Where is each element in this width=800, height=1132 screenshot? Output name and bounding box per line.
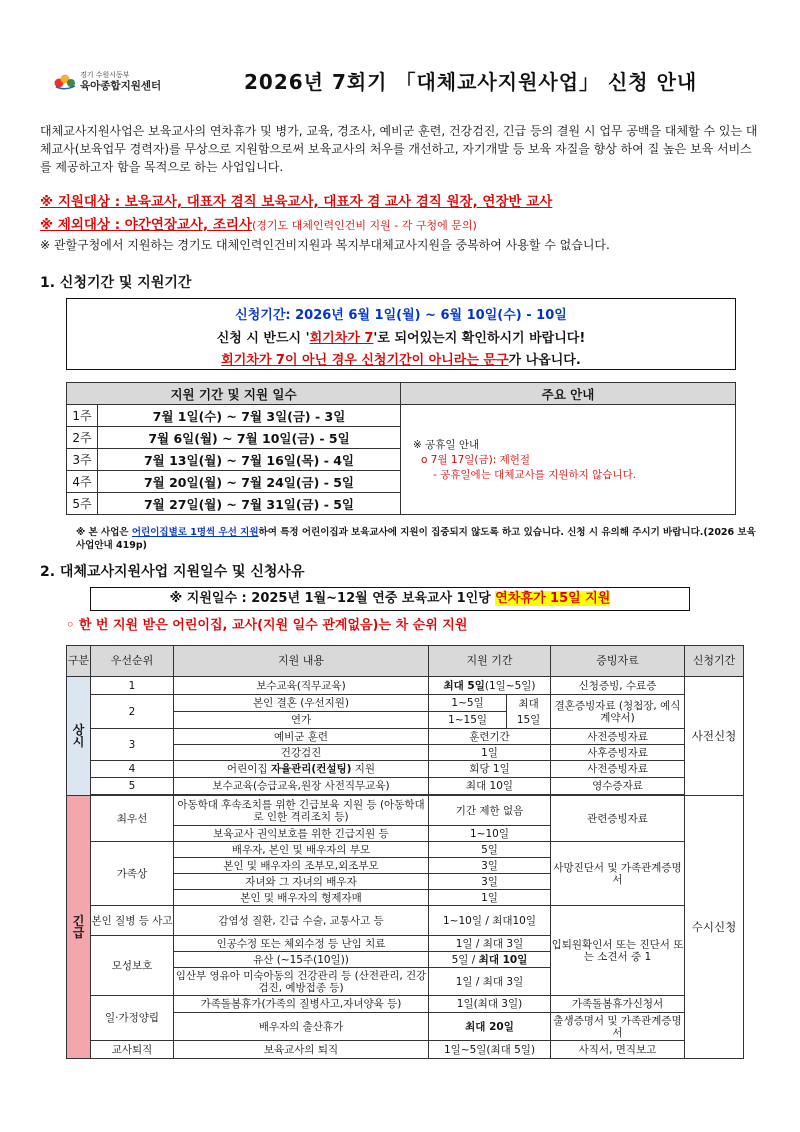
page-title: 2026년 7회기 「대체교사지원사업」 신청 안내 [244,70,698,94]
content: 인공수정 또는 체외수정 등 난임 치료 [174,936,429,952]
table-row [67,796,744,826]
week-period: 7월 13일(월) ~ 7월 16일(목) - 4일 [98,449,401,471]
period-bold: 최대 5일 [443,679,485,692]
period [429,695,551,729]
period: 1일(최대 3일) [429,996,551,1013]
table-row [67,695,744,729]
period: 1일 [429,745,551,761]
priority-footnote [76,526,756,552]
period: 1일 [429,890,551,906]
content: 보육교사의 퇴직 [174,1041,429,1059]
logo-line1: 경기 수원시동부 [80,71,130,79]
round-warning-tail: 가 나옵니다. [508,353,581,368]
support-days-highlight: 연차휴가 15일 지원 [495,591,611,606]
rank: 교사퇴직 [91,1041,174,1059]
content-b: 연가 [290,714,312,726]
round-check-red: 회기차가 7 [309,331,374,346]
intro-paragraph: 대체교사지원사업은 보육교사의 연차휴가 및 병가, 교육, 경조사, 예비군 훈련, 건강검진, 긴급 등의 결원 시 업무 공백을 대체할 수 있는 대체교사(보육업무 경력자)를 무상으로 지원함으로써 보육교사의 처우를 개선하고, 자기개발 등 보육 자질을 향상 하여 질 높은 보육 서비스를 제공하고자 함을 목적으로 하는 사업입니다. [40,124,758,174]
exclusion-sub: (경기도 대체인력인건비 지원 - 각 구청에 문의) [251,219,477,232]
docs: 관련증빙자료 [551,796,685,842]
content: 배우자, 본인 및 배우자의 부모 [174,842,429,858]
period: 회당 1일 [429,761,551,778]
period: 3일 [429,858,551,874]
docs: 입퇴원확인서 또는 진단서 또는 소견서 중 1 [551,906,685,996]
round-check-notice [67,327,735,346]
period: 기간 제한 없음 [429,796,551,826]
holiday-item: o 7월 17일(금): 제헌절 [421,454,531,466]
table-header-period: 지원 기간 및 지원 일수 [67,383,401,405]
content-a: 본인 결혼 (우선지원) [174,695,428,712]
content: 임산부 영유아 미숙아동의 건강관리 등 (산전관리, 건강검진, 예방접종 등) [174,968,429,996]
week-label: 3주 [67,449,98,471]
round-check-a: 신청 시 반드시 ' [216,331,310,346]
week-label: 4주 [67,471,98,493]
period: 3일 [429,874,551,890]
rank: 모성보호 [91,936,174,996]
duplicate-note: ※ 관할구청에서 지원하는 경기도 대체인력인건비지원과 복지부대체교사지원을 중복하여 사용할 수 없습니다. [40,238,610,252]
rank: 5 [91,778,174,795]
content: 유산 (~15주(10일)) [174,952,429,968]
content: 자녀와 그 자녀의 배우자 [174,874,429,890]
round-warning [67,349,735,368]
holiday-notice [401,405,736,515]
period [429,952,551,968]
period-normal: (1일~5일) [484,679,536,692]
table-row [67,677,744,695]
content: 예비군 훈련 [174,729,429,745]
header-rank: 우선순위 [91,646,174,677]
content: 아동학대 후속조치를 위한 긴급보육 지원 등 (아동학대로 인한 격리조치 등) [174,796,429,826]
table-row [67,996,744,1013]
max-label: 최대 [518,698,539,710]
content-b: 자율관리(컨설팅) [270,763,352,775]
docs: 사전증빙자료 [551,729,685,745]
table-row [67,405,736,427]
table-row [67,1041,744,1059]
docs: 신청증빙, 수료증 [551,677,685,695]
support-days-box [90,587,690,611]
week-label: 1주 [67,405,98,427]
docs: 가족돌봄휴가신청서 [551,996,685,1013]
round-check-b: '로 되어있는지 확인하시기 바랍니다! [373,331,586,346]
support-period-table [66,382,736,515]
period: 1~10일 / 최대10일 [429,906,551,936]
content: 배우자의 출산휴가 [174,1013,429,1041]
center-logo [54,70,214,92]
logo-line2: 육아종합지원센터 [80,80,162,92]
content: 가족돌봄휴가(가족의 질병사고,자녀양육 등) [174,996,429,1013]
period: 1일 / 최대 3일 [429,936,551,952]
content: 본인 및 배우자의 조부모,외조부모 [174,858,429,874]
week-label: 2주 [67,427,98,449]
table-header-notice: 주요 안내 [401,383,736,405]
round-warning-red: 회기차가 7이 아닌 경우 신청기간이 아니라는 문구 [221,353,509,368]
period: 5일 [429,842,551,858]
week-label: 5주 [67,493,98,515]
content: 보수교육(승급교육,원장 사전직무교육) [174,778,429,795]
support-days-a: ※ 지원일수 : 2025년 1월~12월 연중 보육교사 1인당 [169,591,496,606]
exclusion-line [40,213,477,233]
max-value: 15일 [516,714,541,726]
content: 감염성 질환, 긴급 수술, 교통사고 등 [174,906,429,936]
docs: 사전증빙자료 [551,761,685,778]
period [429,677,551,695]
period-b: 1~15일 [448,714,488,726]
content [174,695,429,729]
docs: 출생증명서 및 가족관계증명서 [551,1013,685,1041]
apply-regular: 사전신청 [685,677,744,796]
footnote-b: 하여 특정 어린이집과 보육교사에 지원이 집중되지 않도록 하고 있습니다. 신청 시 유의해 주시기 바랍니다.(2026 보육사업안내 419p) [76,527,756,551]
content: 보육교사 권익보호를 위한 긴급지원 등 [174,826,429,842]
docs: 영수증자료 [551,778,685,795]
rank: 최우선 [91,796,174,842]
rank: 3 [91,729,174,761]
docs: 결혼증빙자료 (청첩장, 예식계약서) [551,695,685,729]
footnote-a: ※ 본 사업은 [76,527,132,538]
header-content: 지원 내용 [174,646,429,677]
week-period: 7월 6일(월) ~ 7월 10일(금) - 5일 [98,427,401,449]
category-emergency: 긴급 [67,796,91,1059]
table-row [67,761,744,778]
period: 1~10일 [429,826,551,842]
application-period: 신청기간: 2026년 6월 1일(월) ~ 6월 10일(수) - 10일 [235,308,567,323]
content [174,761,429,778]
content-c: 지원 [351,763,376,775]
holiday-sub: - 공휴일에는 대체교사를 지원하지 않습니다. [433,469,637,481]
priority-rule: ◦ 한 번 지원 받은 어린이집, 교사(지원 일수 관계없음)는 차 순위 지원 [66,618,468,633]
header-category: 구분 [67,646,91,677]
footnote-blue: 어린이집별로 1명씩 우선 지원 [131,527,259,538]
section2-heading: 2. 대체교사지원사업 지원일수 및 신청사유 [40,564,305,580]
period-a: 5일 / [451,953,479,966]
header-period: 지원 기간 [429,646,551,677]
section1-heading: 1. 신청기간 및 지원기간 [40,275,192,291]
holiday-notice-title: ※ 공휴일 안내 [413,439,480,451]
rank: 1 [91,677,174,695]
rank: 4 [91,761,174,778]
application-period-box [66,298,736,370]
docs: 사후증빙자료 [551,745,685,761]
period: 1일~5일(최대 5일) [429,1041,551,1059]
content: 보수교육(직무교육) [174,677,429,695]
docs: 사망진단서 및 가족관계증명서 [551,842,685,906]
period: 최대 20일 [429,1013,551,1041]
logo-mark-icon [54,72,76,90]
week-period: 7월 27일(월) ~ 7월 31일(금) - 5일 [98,493,401,515]
content-a: 어린이집 [226,763,271,775]
table-row [67,778,744,795]
period-a: 1~5일 [429,695,506,712]
table-row [67,906,744,936]
rank: 2 [91,695,174,729]
header-apply: 신청기간 [685,646,744,677]
table-row [67,729,744,745]
target-line: ※ 지원대상 : 보육교사, 대표자 겸직 보육교사, 대표자 겸 교사 겸직 원장, 연장반 교사 [40,194,553,210]
rank: 본인 질병 등 사고 [91,906,174,936]
content: 본인 및 배우자의 형제자매 [174,890,429,906]
week-period: 7월 20일(월) ~ 7월 24일(금) - 5일 [98,471,401,493]
period: 1일 / 최대 3일 [429,968,551,996]
period: 최대 10일 [429,778,551,795]
table-row [67,842,744,858]
exclusion-main: ※ 제외대상 : 야간연장교사, 조리사 [40,217,252,233]
support-reason-table [66,645,744,1059]
rank: 일·가정양립 [91,996,174,1041]
rank: 가족상 [91,842,174,906]
category-regular: 상시 [67,677,91,796]
period-b: 최대 10일 [478,953,528,966]
docs: 사직서, 면직보고 [551,1041,685,1059]
header-docs: 증빙자료 [551,646,685,677]
week-period: 7월 1일(수) ~ 7월 3일(금) - 3일 [98,405,401,427]
period: 훈련기간 [429,729,551,745]
content: 건강검진 [174,745,429,761]
apply-emergency: 수시신청 [685,796,744,1059]
